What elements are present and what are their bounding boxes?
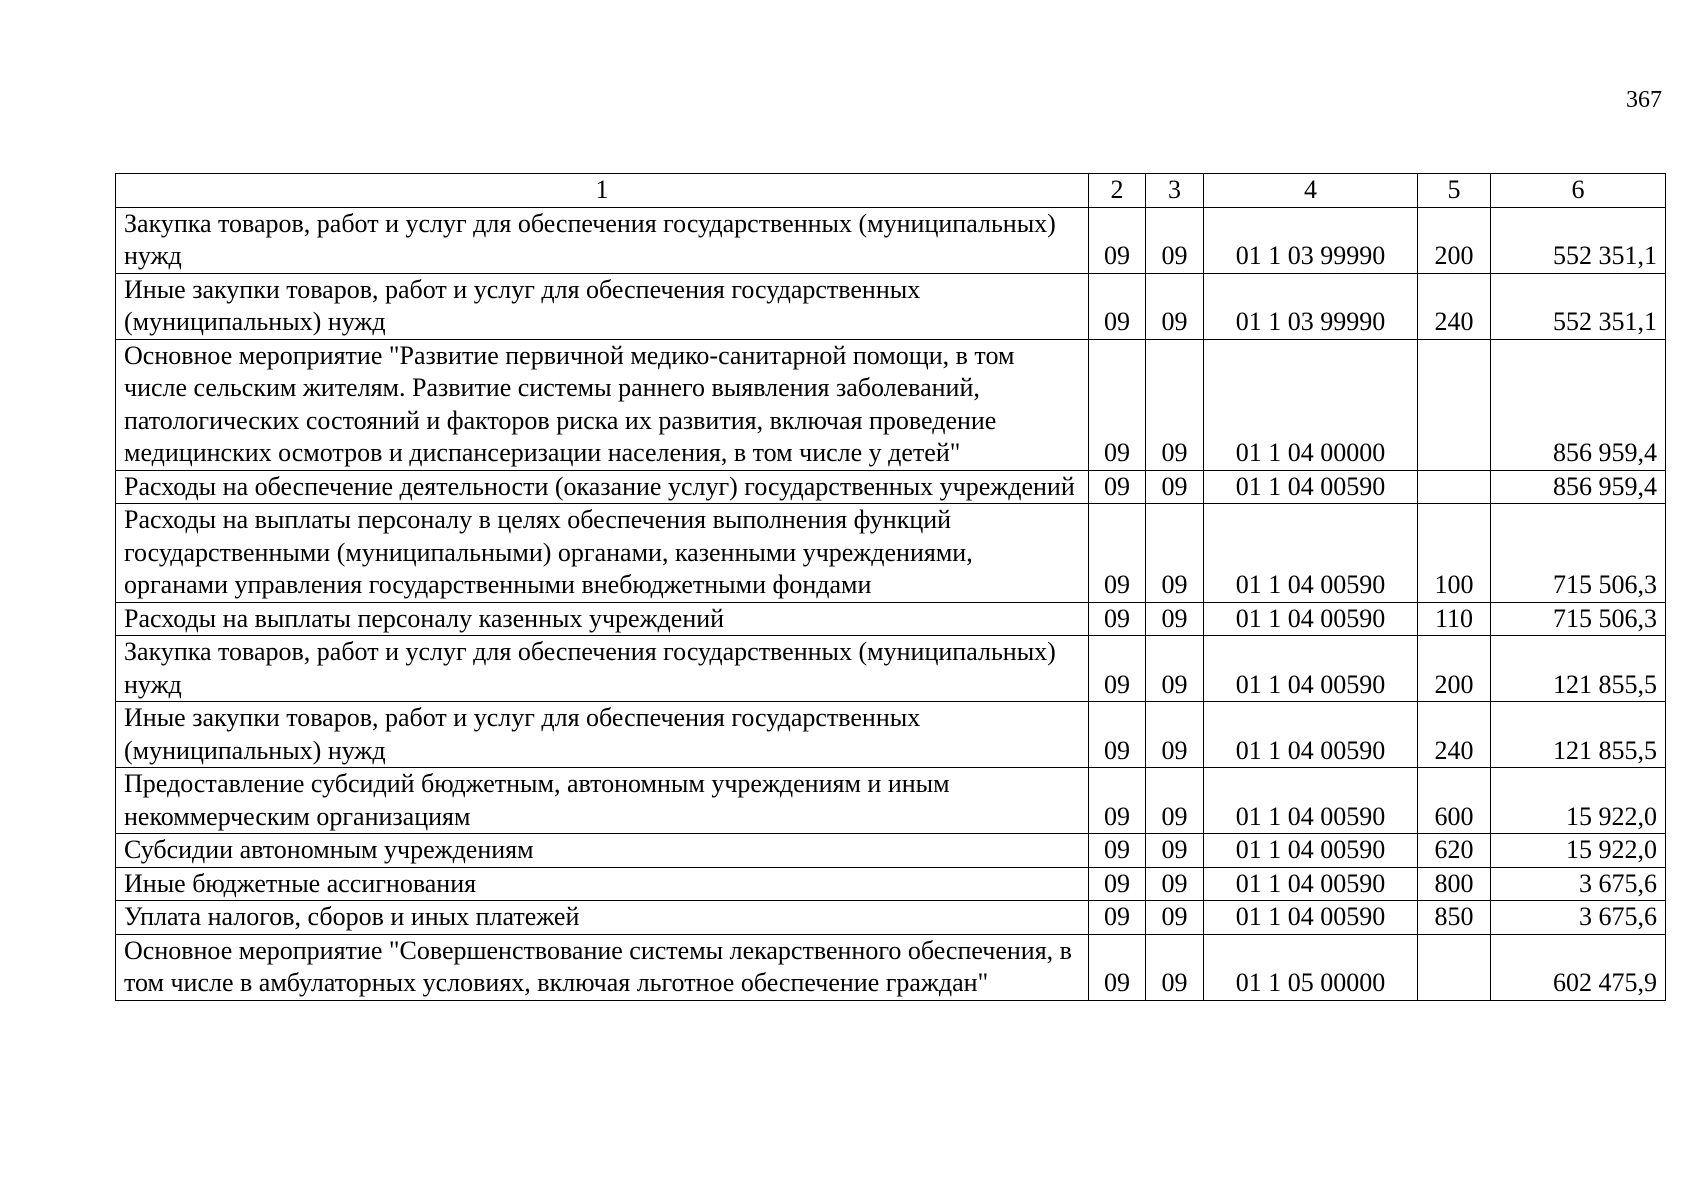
column-header-4: 4 [1204,174,1418,208]
row-section-code: 09 [1089,901,1146,935]
column-header-2: 2 [1089,174,1146,208]
row-target-article: 01 1 04 00590 [1204,901,1418,935]
row-section-code: 09 [1089,702,1146,768]
row-subsection-code: 09 [1146,602,1204,636]
row-section-code: 09 [1089,504,1146,603]
row-subsection-code: 09 [1146,636,1204,702]
row-amount: 715 506,3 [1491,504,1666,603]
column-header-3: 3 [1146,174,1204,208]
row-target-article: 01 1 03 99990 [1204,207,1418,273]
row-subsection-code: 09 [1146,339,1204,470]
row-subsection-code: 09 [1146,834,1204,868]
budget-table [115,173,1666,1001]
row-name: Субсидии автономным учреждениям [116,834,1089,868]
table-row [116,339,1666,470]
row-target-article: 01 1 05 00000 [1204,934,1418,1000]
row-amount: 856 959,4 [1491,339,1666,470]
row-target-article: 01 1 04 00000 [1204,339,1418,470]
row-expense-type [1418,470,1491,504]
row-amount: 15 922,0 [1491,834,1666,868]
row-name: Предоставление субсидий бюджетным, автономным учреждениям и иным некоммерческим организациям [116,768,1089,834]
row-name: Иные закупки товаров, работ и услуг для обеспечения государственных (муниципальных) нужд [116,273,1089,339]
column-header-1: 1 [116,174,1089,208]
row-target-article: 01 1 04 00590 [1204,602,1418,636]
row-name: Иные бюджетные ассигнования [116,867,1089,901]
row-expense-type: 850 [1418,901,1491,935]
row-amount: 3 675,6 [1491,901,1666,935]
row-expense-type: 600 [1418,768,1491,834]
row-amount: 121 855,5 [1491,702,1666,768]
table-header-row [116,174,1666,208]
table-row [116,867,1666,901]
row-expense-type: 800 [1418,867,1491,901]
column-header-6: 6 [1491,174,1666,208]
row-target-article: 01 1 04 00590 [1204,470,1418,504]
row-subsection-code: 09 [1146,207,1204,273]
row-expense-type [1418,339,1491,470]
row-amount: 856 959,4 [1491,470,1666,504]
row-target-article: 01 1 03 99990 [1204,273,1418,339]
row-subsection-code: 09 [1146,470,1204,504]
row-expense-type: 110 [1418,602,1491,636]
row-expense-type: 240 [1418,702,1491,768]
row-section-code: 09 [1089,339,1146,470]
row-expense-type [1418,934,1491,1000]
row-subsection-code: 09 [1146,867,1204,901]
row-name: Расходы на обеспечение деятельности (оказание услуг) государственных учреждений [116,470,1089,504]
row-amount: 715 506,3 [1491,602,1666,636]
row-target-article: 01 1 04 00590 [1204,834,1418,868]
row-subsection-code: 09 [1146,934,1204,1000]
row-expense-type: 100 [1418,504,1491,603]
table-row [116,934,1666,1000]
row-name: Закупка товаров, работ и услуг для обеспечения государственных (муниципальных) нужд [116,636,1089,702]
row-subsection-code: 09 [1146,768,1204,834]
row-section-code: 09 [1089,273,1146,339]
table-row [116,273,1666,339]
row-name: Закупка товаров, работ и услуг для обеспечения государственных (муниципальных) нужд [116,207,1089,273]
table-row [116,470,1666,504]
row-expense-type: 200 [1418,207,1491,273]
row-name: Основное мероприятие "Развитие первичной медико-санитарной помощи, в том числе сельским жителям. Развитие системы раннего выявления заболеваний, патологических состояний и факторов риска их развития, включая проведение медицинских осмотров и диспансеризации населения, в том числе у детей" [116,339,1089,470]
row-section-code: 09 [1089,470,1146,504]
row-amount: 552 351,1 [1491,273,1666,339]
row-name: Расходы на выплаты персоналу казенных учреждений [116,602,1089,636]
row-amount: 3 675,6 [1491,867,1666,901]
table-row [116,901,1666,935]
table-row [116,834,1666,868]
row-subsection-code: 09 [1146,901,1204,935]
row-section-code: 09 [1089,834,1146,868]
row-section-code: 09 [1089,768,1146,834]
row-section-code: 09 [1089,207,1146,273]
row-amount: 602 475,9 [1491,934,1666,1000]
row-name: Иные закупки товаров, работ и услуг для обеспечения государственных (муниципальных) нужд [116,702,1089,768]
row-name: Основное мероприятие "Совершенствование системы лекарственного обеспечения, в том числе в амбулаторных условиях, включая льготное обеспечение граждан" [116,934,1089,1000]
row-target-article: 01 1 04 00590 [1204,768,1418,834]
row-expense-type: 200 [1418,636,1491,702]
row-subsection-code: 09 [1146,504,1204,603]
page-number: 367 [1626,87,1662,113]
column-header-5: 5 [1418,174,1491,208]
row-target-article: 01 1 04 00590 [1204,867,1418,901]
row-section-code: 09 [1089,934,1146,1000]
row-subsection-code: 09 [1146,273,1204,339]
row-section-code: 09 [1089,636,1146,702]
row-section-code: 09 [1089,867,1146,901]
table-row [116,504,1666,603]
table-row [116,602,1666,636]
row-expense-type: 240 [1418,273,1491,339]
table-row [116,768,1666,834]
row-target-article: 01 1 04 00590 [1204,504,1418,603]
table-row [116,702,1666,768]
row-amount: 15 922,0 [1491,768,1666,834]
row-amount: 552 351,1 [1491,207,1666,273]
row-target-article: 01 1 04 00590 [1204,702,1418,768]
row-expense-type: 620 [1418,834,1491,868]
row-target-article: 01 1 04 00590 [1204,636,1418,702]
row-name: Уплата налогов, сборов и иных платежей [116,901,1089,935]
row-name: Расходы на выплаты персоналу в целях обеспечения выполнения функций государственными (муниципальными) органами, казенными учреждениями, органами управления государственными внебюджетными фондами [116,504,1089,603]
row-section-code: 09 [1089,602,1146,636]
row-subsection-code: 09 [1146,702,1204,768]
table-row [116,636,1666,702]
table-row [116,207,1666,273]
row-amount: 121 855,5 [1491,636,1666,702]
